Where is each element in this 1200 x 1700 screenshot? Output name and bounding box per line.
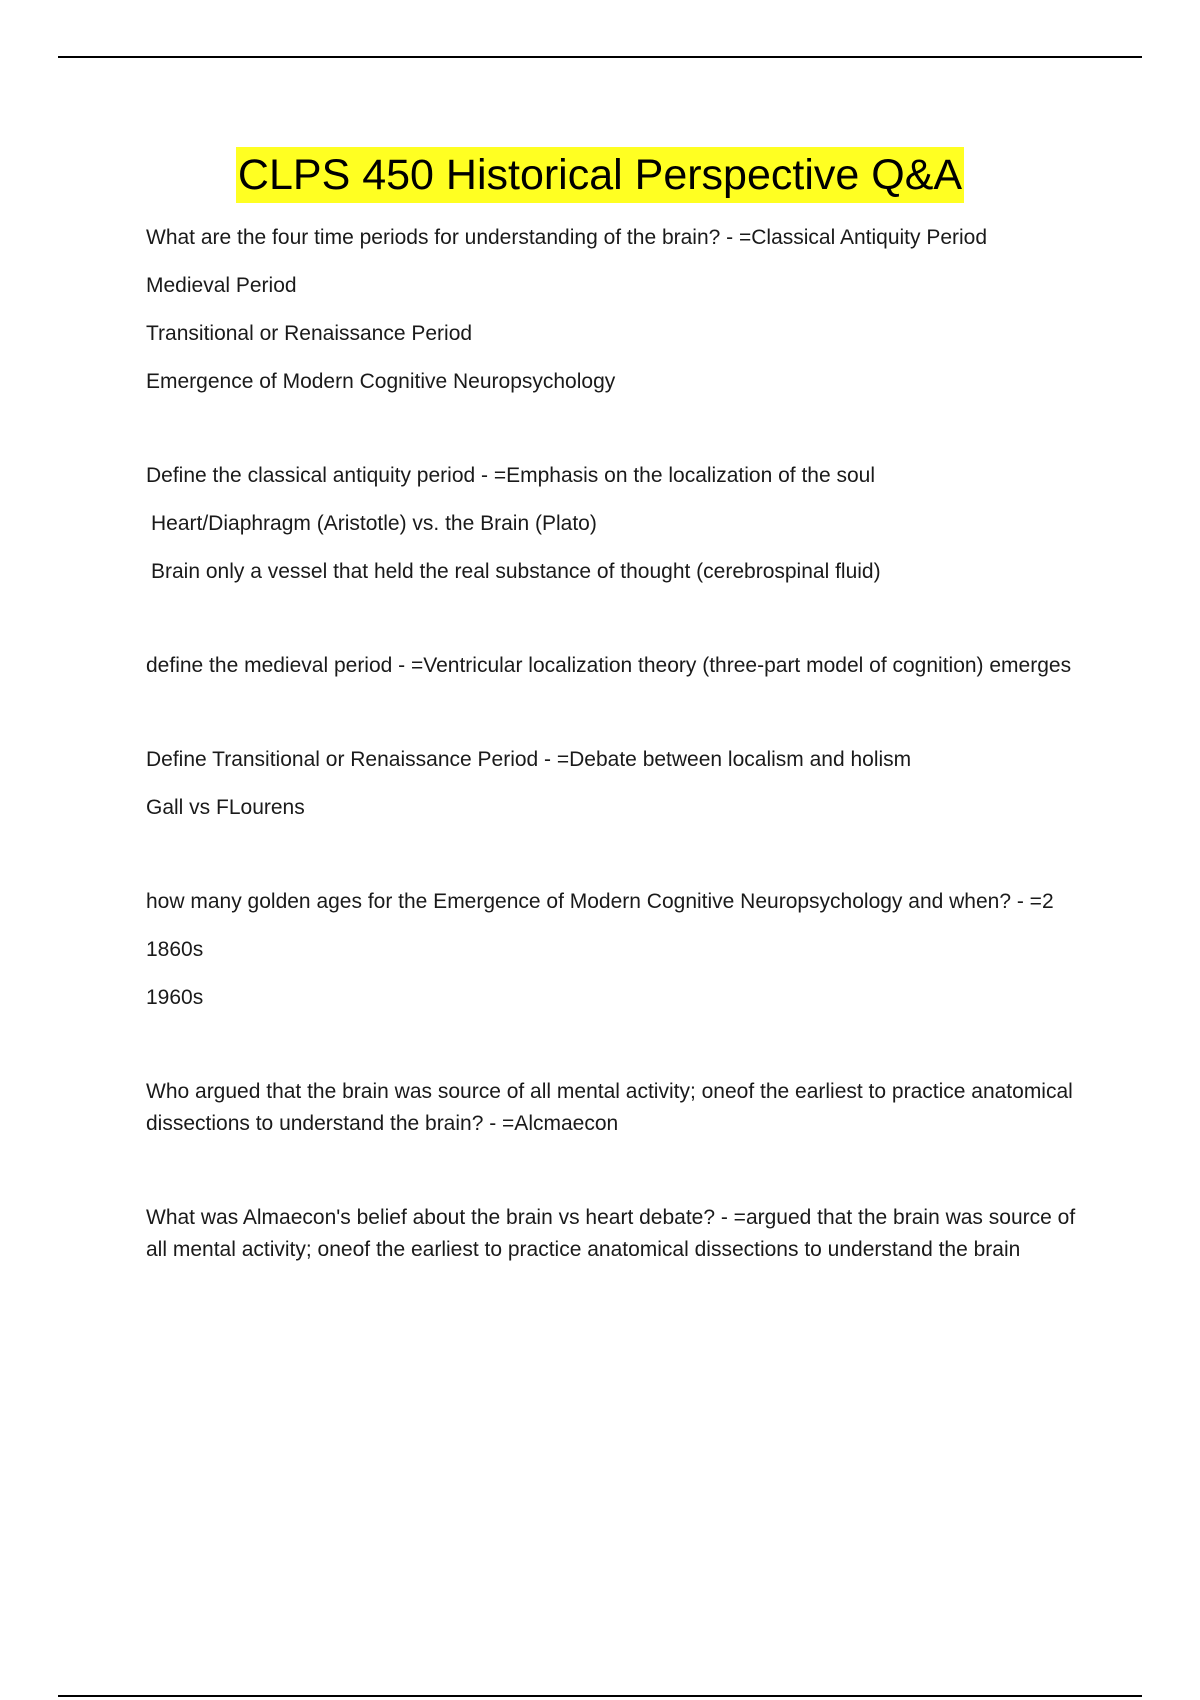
qa-answer-line: Medieval Period	[146, 274, 297, 297]
qa-question: What was Almaecon's belief about the brain vs heart debate? - =argued that the brain was source of all mental activity; oneof the earliest to practice anatomical dissections to understand the brain	[146, 1206, 1076, 1261]
qa-answer-line: 1860s	[146, 938, 204, 961]
qa-question: how many golden ages for the Emergence of Modern Cognitive Neuropsychology and when? - =2	[146, 890, 1054, 913]
qa-answer-line: Gall vs FLourens	[146, 796, 305, 819]
qa-content	[146, 222, 1096, 1282]
page-title: CLPS 450 Historical Perspective Q&A	[236, 147, 964, 203]
qa-question: Who argued that the brain was source of all mental activity; oneof the earliest to practice anatomical dissections to understand the brain? - =Alcmaecon	[146, 1080, 1073, 1135]
qa-question: Define Transitional or Renaissance Period - =Debate between localism and holism	[146, 748, 912, 771]
qa-answer-line: Transitional or Renaissance Period	[146, 322, 473, 345]
top-rule	[58, 56, 1142, 58]
qa-answer-line: Brain only a vessel that held the real substance of thought (cerebrospinal fluid)	[151, 560, 881, 583]
qa-answer-line: Emergence of Modern Cognitive Neuropsychology	[146, 370, 616, 393]
qa-question: Define the classical antiquity period - =Emphasis on the localization of the soul	[146, 464, 875, 487]
bottom-rule	[58, 1695, 1142, 1697]
title-container	[0, 147, 1200, 203]
qa-answer-line: 1960s	[146, 986, 204, 1009]
qa-question: What are the four time periods for understanding of the brain? - =Classical Antiquity Period	[146, 226, 988, 249]
qa-answer-line: Heart/Diaphragm (Aristotle) vs. the Brain (Plato)	[151, 512, 597, 535]
qa-question: define the medieval period - =Ventricular localization theory (three-part model of cognition) emerges	[146, 654, 1072, 677]
